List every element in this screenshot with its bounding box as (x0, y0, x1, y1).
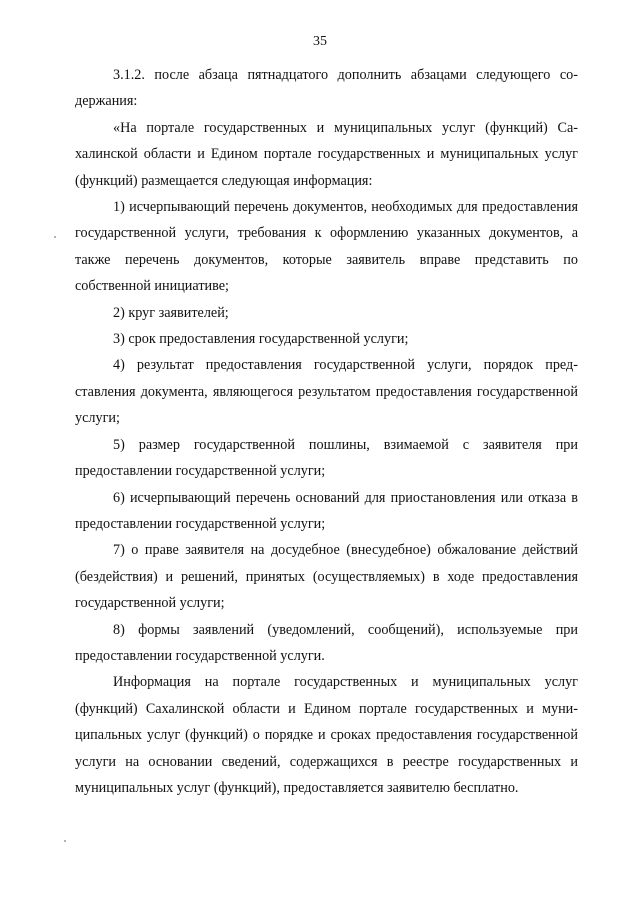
list-item-6: 6) исчерпывающий перечень оснований для приостановления или отказа в предоставлении государственной услуги; (75, 489, 578, 532)
list-item-1: 1) исчерпывающий перечень документов, необходимых для предоставления государственной услуги, требования к оформлению указанных документов, а также перечень документов, которые заявитель вправе представить по собственной инициативе; (75, 199, 578, 295)
paragraph-intro: 3.1.2. после абзаца пятнадцатого дополнить абзацами следующего содержания: (75, 67, 578, 110)
list-item-4: 4) результат предоставления государственной услуги, порядок представления документа, являющегося результатом предоставления государственной услуги; (75, 357, 578, 427)
scan-speck (64, 840, 66, 842)
page-number: 35 (313, 34, 327, 49)
list-item-5: 5) размер государственной пошлины, взимаемой с заявителя при предоставлении государственной услуги; (75, 436, 578, 480)
list-item-8: 8) формы заявлений (уведомлений, сообщений), используемые при предоставлении государственной услуги. (75, 621, 578, 664)
scan-speck (54, 236, 56, 238)
document-body (75, 62, 578, 801)
list-item-3: 3) срок предоставления государственной услуги; (113, 331, 409, 348)
paragraph-free-info: Информация на портале государственных и муниципальных услуг (функций) Сахалинской области и Едином портале государственных и муниципальных услуг (функций) о порядке и сроках предоставления государственной услуги на основании сведений, содержащихся в реестре государственных и муниципальных услуг (функций), предоставляется заявителю бесплатно. (75, 674, 578, 796)
list-item-2: 2) круг заявителей; (113, 304, 229, 321)
list-item-7: 7) о праве заявителя на досудебное (внесудебное) обжалование действий (бездействия) и решений, принятых (осуществляемых) в ходе предоставления государственной услуги; (75, 542, 578, 612)
paragraph-portal-info: «На портале государственных и муниципальных услуг (функций) Сахалинской области и Едином портале государственных и муниципальных услуг (функций) размещается следующая информация: (75, 119, 578, 189)
